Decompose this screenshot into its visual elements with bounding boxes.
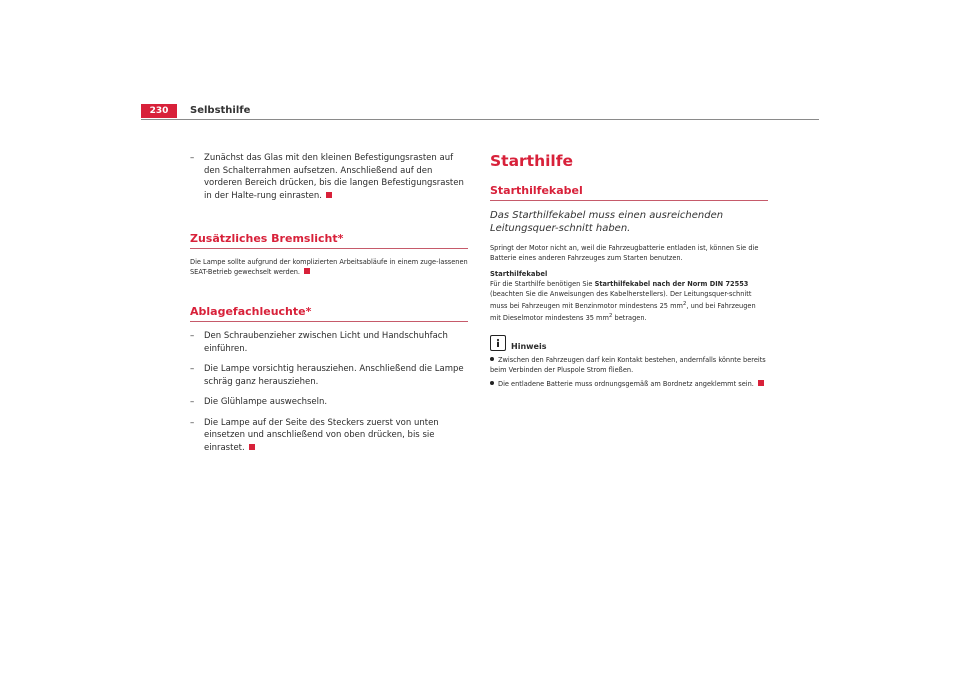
note-box: [490, 335, 768, 389]
cable-subheading: Starthilfekabel: [490, 270, 548, 278]
step-text: Zunächst das Glas mit den kleinen Befestigungsrasten auf den Schalterrahmen aufsetzen. Anschließend auf den vorderen Bereich drücken, bis die langen Befestigungsrasten in der Halte-rung einrasten.: [204, 153, 464, 201]
step-text: Die Glühlampe auswechseln.: [204, 397, 328, 407]
glovebox-step: [190, 417, 468, 455]
dash-bullet: –: [190, 397, 195, 407]
requirements-text: Für die Starthilfe benötigen Sie: [490, 280, 595, 288]
brake-light-heading: Zusätzliches Bremslicht*: [190, 232, 468, 249]
requirements-text: (beachten Sie die Anweisungen des Kabelherstellers). Der Leitungsquer-schnitt muss bei Fahrzeugen mit Benzinmotor mindestens 25 mm: [490, 290, 752, 311]
brake-light-text: [190, 257, 468, 277]
note-bullet: [490, 355, 768, 375]
norm-reference: Starthilfekabel nach der Norm DIN 72553: [594, 280, 749, 288]
section-title: Selbsthilfe: [190, 105, 251, 116]
note-title: Hinweis: [511, 342, 547, 352]
note-header: [490, 335, 768, 351]
glovebox-light-heading: Ablagefachleuchte*: [190, 305, 468, 322]
glovebox-step: [190, 363, 468, 388]
end-mark-icon: [249, 444, 255, 450]
header-divider: [141, 119, 819, 120]
cable-intro: Das Starthilfekabel muss einen ausreichenden Leitungsquer-schnitt haben.: [490, 210, 724, 234]
cable-requirements: [490, 279, 768, 323]
info-icon: [490, 335, 506, 351]
bullet-text: Zwischen den Fahrzeugen darf kein Kontakt bestehen, andernfalls könnte bereits beim Verbinden der Pluspole Strom fließen.: [490, 356, 766, 375]
glovebox-step: [190, 330, 468, 355]
chapter-title: Starthilfe: [490, 152, 574, 170]
glovebox-step: [190, 396, 468, 409]
end-mark-icon: [758, 380, 764, 386]
step-text: Die Lampe vorsichtig herausziehen. Anschließend die Lampe schräg ganz herausziehen.: [204, 364, 464, 387]
bullet-dot-icon: [490, 357, 494, 361]
end-mark-icon: [326, 192, 332, 198]
cable-para: Springt der Motor nicht an, weil die Fahrzeugbatterie entladen ist, können Sie die Batterie eines anderen Fahrzeuges zum Starten benutzen.: [490, 244, 759, 262]
note-bullet: [490, 379, 768, 389]
dash-bullet: –: [190, 153, 195, 163]
requirements-text: betragen.: [612, 314, 647, 323]
dash-bullet: –: [190, 417, 195, 428]
right-column: [490, 152, 768, 393]
dash-bullet: –: [190, 331, 195, 341]
superscript: 2: [608, 313, 613, 320]
end-mark-icon: [304, 268, 310, 274]
bullet-text: Die entladene Batterie muss ordnungsgemäß am Bordnetz angeklemmt sein.: [498, 380, 754, 389]
step-text: Den Schraubenzieher zwischen Licht und Handschuhfach einführen.: [204, 331, 448, 354]
dash-bullet: –: [190, 364, 195, 374]
step-text: Die Lampe auf der Seite des Steckers zuerst von unten einsetzen und anschließend von oben drücken, bis sie einrastet.: [204, 417, 439, 453]
superscript: 2: [682, 301, 687, 307]
requirements-text: , und bei Fahrzeugen mit Dieselmotor mindestens 35 mm: [490, 302, 756, 323]
cable-heading: Starthilfekabel: [490, 184, 768, 201]
brake-light-body: Die Lampe sollte aufgrund der komplizierten Arbeitsabläufe in einem zuge-lassenen SEAT-Betrieb gewechselt werden.: [190, 258, 468, 276]
page-number: 230: [141, 104, 177, 118]
bullet-dot-icon: [490, 381, 494, 385]
left-column: [190, 152, 468, 462]
step-glass-install: [190, 152, 468, 202]
